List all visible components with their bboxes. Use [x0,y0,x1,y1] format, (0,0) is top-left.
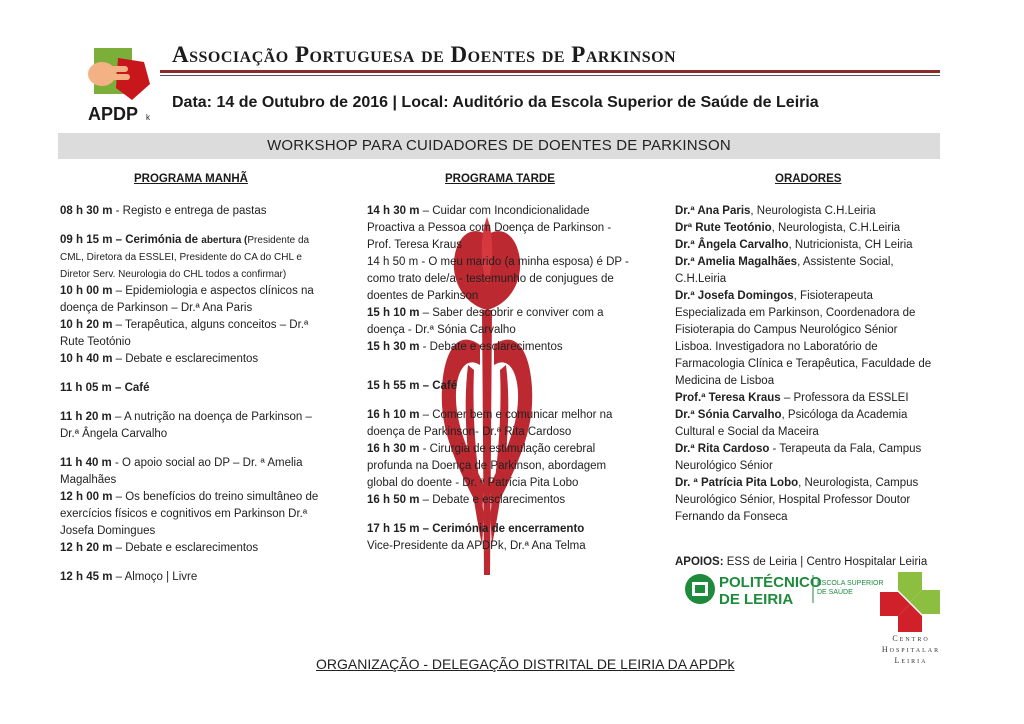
list-item: 11 h 05 m – Café [60,382,150,394]
list-item: 10 h 40 m – Debate e esclarecimentos [60,353,259,365]
poli-school1: ESCOLA SUPERIOR [817,580,884,587]
apdp-logo [82,44,158,124]
list-item: Dr.ª Ana Paris, Neurologista C.H.Leiria [675,205,876,217]
workshop-title: WORKSHOP PARA CUIDADORES DE DOENTES DE PARKINSON [267,137,731,154]
chl-line3: Leiria [894,656,928,665]
list-item: Dr.ª Rita Cardoso - Terapeuta da Fala, Campus Neurológico Sénior [675,443,922,472]
list-item: 14 h 30 m – Cuidar com Incondicionalidade Proactiva a Pessoa com Doença de Parkinson - Prof. Teresa Kraus [367,205,612,251]
list-item: 15 h 10 m – Saber descobrir e conviver com a doença - Dr.ª Sónia Carvalho [367,307,604,336]
chl-wordmark [876,633,946,666]
list-item: 11 h 20 m – A nutrição na doença de Parkinson – Dr.ª Ângela Carvalho [60,411,312,440]
list-item: Dr. ª Patrícia Pita Lobo, Neurologista, Campus Neurológico Sénior, Hospital Professor Doutor Fernando da Fonseca [675,477,919,523]
poli-school2: DE SAÚDE [817,589,853,596]
list-item: Prof.ª Teresa Kraus – Professora da ESSLEI [675,392,909,404]
list-item: 11 h 40 m - O apoio social ao DP – Dr. ª Amelia Magalhães [60,457,303,486]
organization-footer: ORGANIZAÇÃO - DELEGAÇÃO DISTRITAL DE LEIRIA DA APDPk [316,656,735,672]
workshop-banner [58,133,940,159]
list-item: Dr.ª Amelia Magalhães, Assistente Social, C.H.Leiria [675,256,894,285]
list-item: 17 h 15 m – Cerimónia de encerramento [367,523,585,535]
list-item: 16 h 50 m – Debate e esclarecimentos [367,494,566,506]
list-item: Drª Rute Teotónio, Neurologista, C.H.Leiria [675,222,901,234]
speakers-heading: ORADORES [775,173,842,185]
list-item: Dr.ª Ângela Carvalho, Nutricionista, CH Leiria [675,239,913,251]
list-item: Vice-Presidente da APDPk, Dr.ª Ana Telma [367,540,586,552]
poli-line1: POLITÉCNICO [719,574,822,591]
poli-line2: DE LEIRIA [719,591,794,608]
chl-line2: Hospitalar [881,645,941,654]
list-item: 16 h 10 m – Comer bem e comunicar melhor na doença de Parkinson- Dr.ª Rita Cardoso [367,409,613,438]
list-item: 10 h 00 m – Epidemiologia e aspectos clínicos na doença de Parkinson – Dr.ª Ana Paris [60,285,314,314]
list-item: 12 h 00 m – Os benefícios do treino simultâneo de exercícios físicos e cognitivos em Parkinson Dr.ª Josefa Domingues [60,491,319,537]
afternoon-program [367,203,629,555]
support-line: APOIOS: ESS de Leiria | Centro Hospitalar Leiria [675,556,928,568]
chl-line1: Centro [892,634,930,643]
list-item: 15 h 30 m - Debate e esclarecimentos [367,341,563,353]
speakers-list [675,203,937,571]
list-item: 10 h 20 m – Terapêutica, alguns conceitos – Dr.ª Rute Teotónio [60,319,309,348]
politecnico-leiria-logo [683,571,884,608]
list-item: 16 h 30 m - Cirurgia de estimulação cerebral profunda na Doença de Parkinson, abordagem global do doente - Dr. ª Patrícia Pita Lobo [367,443,607,489]
list-item: 14 h 50 m - O meu marido (a minha esposa) é DP - como trato dele/a - testemunho de conjugues de doentes de Parkinson [367,256,629,302]
list-item: 12 h 45 m – Almoço | Livre [60,571,198,583]
logo-text: APDP [88,104,139,124]
list-item: Dr.ª Sónia Carvalho, Psicóloga da Academia Cultural e Social da Maceira [675,409,908,438]
list-item: Dr.ª Josefa Domingos, Fisioterapeuta Especializada em Parkinson, Coordenadora de Fisioterapia do Campus Neurológico Sénior Lisboa. Investigadora no Laboratório de Farmacologia Clínica e Terapêutica, Faculdade de Medicina de Lisboa [675,290,932,387]
afternoon-program-heading: PROGRAMA TARDE [445,173,555,185]
list-item: 15 h 55 m – Café [367,380,458,392]
morning-program-heading: PROGRAMA MANHÃ [134,173,248,185]
organization-title: Associação Portuguesa de Doentes de Parkinson [172,42,677,67]
list-item: 09 h 15 m – Cerimónia de abertura (Presidente da CML, Diretora da ESSLEI, Presidente do CA do CHL e Diretor Serv. Neurologia do CHL todos a confirmar) [60,234,310,280]
list-item: 08 h 30 m - Registo e entrega de pastas [60,205,267,217]
list-item: 12 h 20 m – Debate e esclarecimentos [60,542,259,554]
event-date-location: Data: 14 de Outubro de 2016 | Local: Auditório da Escola Superior de Saúde de Leiria [172,94,819,111]
header-rule-thick [160,70,940,73]
centro-hospitalar-leiria-logo [880,572,940,632]
logo-suffix: k [146,113,150,122]
header-rule-thin [160,75,940,76]
morning-program [60,203,328,586]
